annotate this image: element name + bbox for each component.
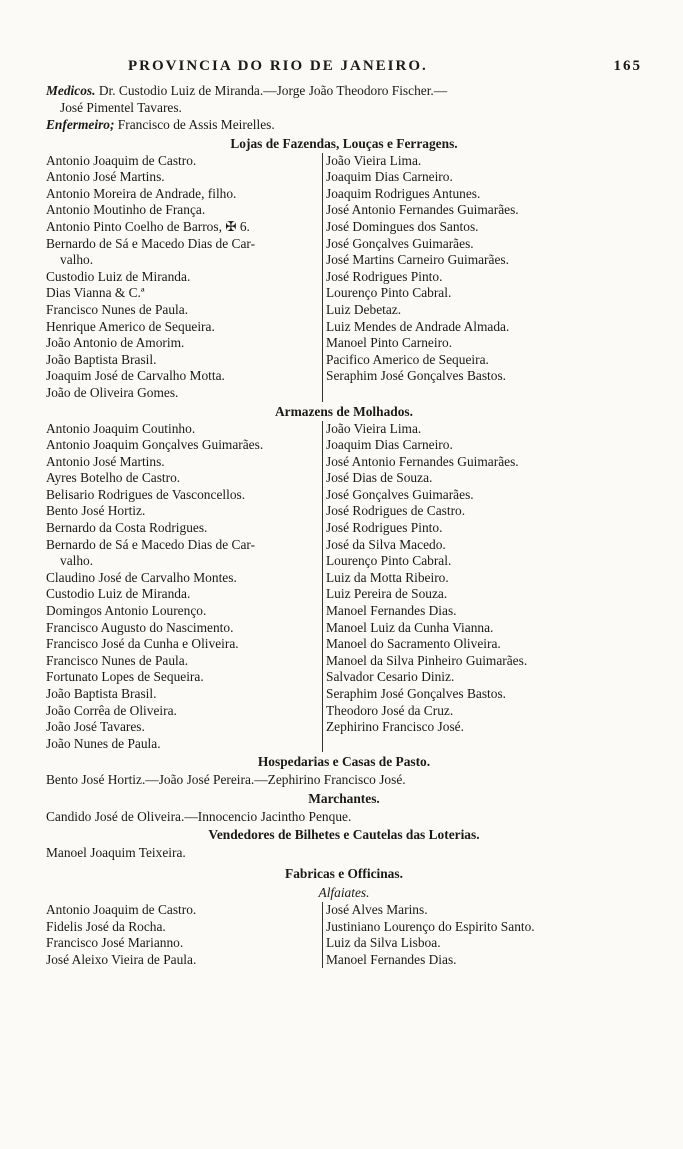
section-lojas-columns bbox=[46, 153, 642, 402]
right-column bbox=[322, 902, 535, 968]
enfermeiro-line bbox=[46, 116, 642, 133]
section-heading-armazens: Armazens de Molhados. bbox=[275, 403, 413, 419]
list-item: Seraphim José Gonçalves Bastos. bbox=[326, 686, 507, 702]
right-column bbox=[322, 421, 527, 753]
medicos-line bbox=[46, 82, 642, 99]
medicos-text: Dr. Custodio Luiz de Miranda.—Jorge João Theodoro Fischer.— bbox=[95, 83, 448, 98]
list-item: Francisco José Marianno. bbox=[46, 935, 184, 951]
list-item: Lourenço Pinto Cabral. bbox=[326, 553, 452, 569]
list-item: Zephirino Francisco José. bbox=[326, 719, 464, 735]
page-title: PROVINCIA DO RIO DE JANEIRO. bbox=[128, 58, 428, 74]
list-item: Francisco Augusto do Nascimento. bbox=[46, 619, 234, 635]
subheading-alfaiates: Alfaiates. bbox=[318, 885, 370, 900]
list-item: Justiniano Lourenço do Espirito Santo. bbox=[326, 918, 535, 934]
list-item: Luiz Debetaz. bbox=[326, 301, 402, 317]
list-item: João Baptista Brasil. bbox=[46, 351, 157, 367]
list-item: Ayres Botelho de Castro. bbox=[46, 470, 181, 486]
list-item: Antonio Pinto Coelho de Barros, ✠ 6. bbox=[46, 218, 250, 234]
list-item: Manoel Luiz da Cunha Vianna. bbox=[326, 619, 494, 635]
list-item: Antonio José Martins. bbox=[46, 453, 165, 469]
list-item: Luiz da Silva Lisboa. bbox=[326, 935, 441, 951]
list-item: Pacifico Americo de Sequeira. bbox=[326, 351, 489, 367]
list-item: Seraphim José Gonçalves Bastos. bbox=[326, 368, 507, 384]
section-heading-fabricas: Fabricas e Officinas. bbox=[285, 866, 403, 881]
marchantes-text: Candido José de Oliveira.—Innocencio Jacintho Penque. bbox=[46, 808, 352, 824]
list-item: João de Oliveira Gomes. bbox=[46, 384, 179, 400]
list-item: José Domingues dos Santos. bbox=[326, 218, 479, 234]
hospedarias-text: Bento José Hortiz.—João José Pereira.—Zephirino Francisco José. bbox=[46, 772, 406, 788]
list-item-continuation: valho. bbox=[60, 252, 94, 268]
page-number: 165 bbox=[613, 58, 642, 74]
list-item: José da Silva Macedo. bbox=[326, 536, 446, 552]
list-item: Manoel da Silva Pinheiro Guimarães. bbox=[326, 652, 528, 668]
section-armazens-columns bbox=[46, 421, 642, 753]
list-item: Fidelis José da Rocha. bbox=[46, 918, 166, 934]
list-item: José Antonio Fernandes Guimarães. bbox=[326, 202, 519, 218]
list-item: Bento José Hortiz. bbox=[46, 503, 146, 519]
list-item: Bernardo de Sá e Macedo Dias de Car- bbox=[46, 536, 256, 552]
list-item: João Corrêa de Oliveira. bbox=[46, 702, 177, 718]
list-item: Manoel do Sacramento Oliveira. bbox=[326, 636, 501, 652]
list-item: Joaquim José de Carvalho Motta. bbox=[46, 368, 225, 384]
list-item: José Gonçalves Guimarães. bbox=[326, 486, 474, 502]
list-item: João Nunes de Paula. bbox=[46, 735, 161, 751]
list-item: Lourenço Pinto Cabral. bbox=[326, 285, 452, 301]
loterias-text: Manoel Joaquim Teixeira. bbox=[46, 844, 186, 860]
section-heading-marchantes: Marchantes. bbox=[308, 790, 380, 806]
list-item: Antonio Joaquim Gonçalves Guimarães. bbox=[46, 437, 264, 453]
list-item: João José Tavares. bbox=[46, 719, 145, 735]
list-item: José Rodrigues de Castro. bbox=[326, 503, 466, 519]
list-item: Dias Vianna & C.ª bbox=[46, 285, 145, 301]
section-heading-lojas: Lojas de Fazendas, Louças e Ferragens. bbox=[230, 135, 458, 151]
list-item: Antonio Moreira de Andrade, filho. bbox=[46, 185, 237, 201]
list-item: Antonio Joaquim de Castro. bbox=[46, 902, 197, 917]
list-item: João Vieira Lima. bbox=[326, 420, 422, 436]
list-item: Joaquim Dias Carneiro. bbox=[326, 437, 453, 453]
list-item: João Vieira Lima. bbox=[326, 152, 422, 168]
list-item: Antonio Joaquim Coutinho. bbox=[46, 420, 196, 436]
list-item: Antonio Moutinho de França. bbox=[46, 202, 206, 218]
left-column bbox=[46, 421, 322, 753]
list-item: Fortunato Lopes de Sequeira. bbox=[46, 669, 204, 685]
medicos-continuation: José Pimentel Tavares. bbox=[60, 100, 182, 116]
document-page bbox=[46, 58, 642, 968]
left-column bbox=[46, 902, 322, 968]
list-item: Francisco Nunes de Paula. bbox=[46, 652, 189, 668]
list-item: Henrique Americo de Sequeira. bbox=[46, 318, 215, 334]
section-heading-loterias: Vendedores de Bilhetes e Cautelas das Loterias. bbox=[208, 826, 480, 842]
list-item-continuation: valho. bbox=[60, 553, 94, 569]
enfermeiro-label: Enfermeiro; bbox=[46, 117, 115, 133]
list-item: Manoel Fernandes Dias. bbox=[326, 603, 457, 619]
section-alfaiates-columns bbox=[46, 902, 642, 968]
list-item: Antonio José Martins. bbox=[46, 169, 165, 185]
list-item: Luiz Mendes de Andrade Almada. bbox=[326, 318, 510, 334]
list-item: Joaquim Dias Carneiro. bbox=[326, 169, 453, 185]
list-item: José Rodrigues Pinto. bbox=[326, 268, 443, 284]
list-item: José Martins Carneiro Guimarães. bbox=[326, 252, 509, 268]
list-item: Bernardo da Costa Rodrigues. bbox=[46, 520, 208, 536]
list-item: José Rodrigues Pinto. bbox=[326, 520, 443, 536]
enfermeiro-text: Francisco de Assis Meirelles. bbox=[114, 117, 275, 133]
list-item: Salvador Cesario Diniz. bbox=[326, 669, 455, 685]
list-item: Custodio Luiz de Miranda. bbox=[46, 268, 191, 284]
list-item: Luiz da Motta Ribeiro. bbox=[326, 569, 449, 585]
list-item: Manoel Pinto Carneiro. bbox=[326, 335, 453, 351]
list-item: Bernardo de Sá e Macedo Dias de Car- bbox=[46, 235, 256, 251]
list-item: José Dias de Souza. bbox=[326, 470, 433, 486]
left-column bbox=[46, 153, 322, 402]
list-item: José Antonio Fernandes Guimarães. bbox=[326, 453, 519, 469]
right-column bbox=[322, 153, 519, 402]
list-item: Domingos Antonio Lourenço. bbox=[46, 603, 207, 619]
list-item: José Gonçalves Guimarães. bbox=[326, 235, 474, 251]
list-item: Francisco José da Cunha e Oliveira. bbox=[46, 636, 239, 652]
list-item: Custodio Luiz de Miranda. bbox=[46, 586, 191, 602]
page-header bbox=[46, 58, 642, 82]
list-item: João Antonio de Amorim. bbox=[46, 335, 185, 351]
list-item: José Aleixo Vieira de Paula. bbox=[46, 951, 197, 967]
list-item: Luiz Pereira de Souza. bbox=[326, 586, 448, 602]
list-item: José Alves Marins. bbox=[326, 902, 428, 917]
medicos-label: Medicos. bbox=[46, 83, 96, 98]
list-item: Belisario Rodrigues de Vasconcellos. bbox=[46, 486, 246, 502]
section-heading-hospedarias: Hospedarias e Casas de Pasto. bbox=[257, 754, 431, 770]
list-item: Claudino José de Carvalho Montes. bbox=[46, 569, 237, 585]
list-item: Francisco Nunes de Paula. bbox=[46, 301, 189, 317]
list-item: Manoel Fernandes Dias. bbox=[326, 951, 457, 967]
list-item: Theodoro José da Cruz. bbox=[326, 702, 454, 718]
list-item: Joaquim Rodrigues Antunes. bbox=[326, 185, 481, 201]
list-item: Antonio Joaquim de Castro. bbox=[46, 152, 197, 168]
list-item: João Baptista Brasil. bbox=[46, 686, 157, 702]
